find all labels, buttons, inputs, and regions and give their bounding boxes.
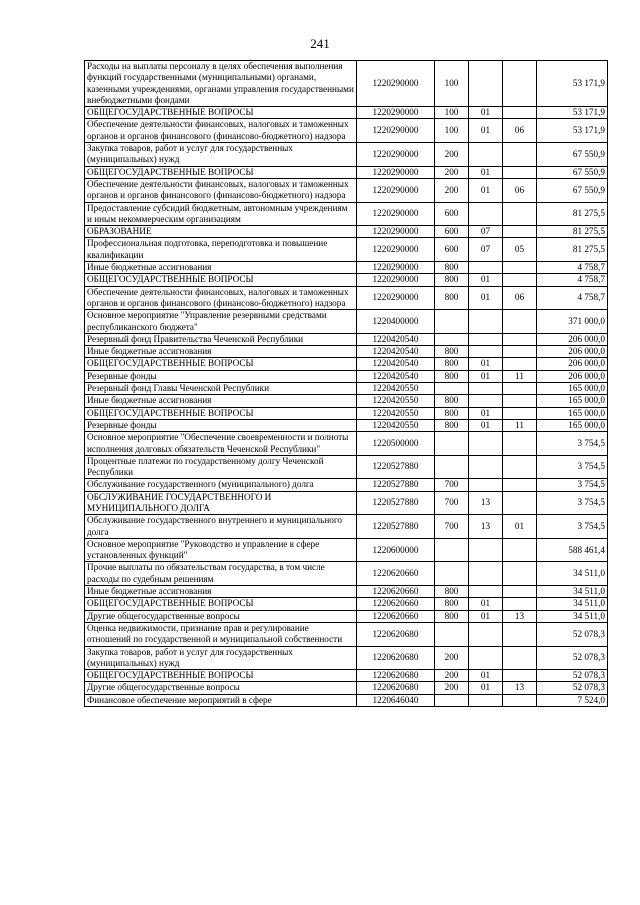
row-name-cell: Финансовое обеспечение мероприятий в сфере <box>85 694 357 706</box>
table-row <box>85 178 608 202</box>
section-cell <box>469 143 503 167</box>
section-cell: 01 <box>469 610 503 622</box>
table-row <box>85 333 608 345</box>
section-cell: 01 <box>469 598 503 610</box>
target-article-cell: 1220527880 <box>357 455 435 479</box>
section-cell: 01 <box>469 107 503 119</box>
target-article-cell: 1220420550 <box>357 383 435 395</box>
row-name-cell: Расходы на выплаты персоналу в целях обеспечения выполнения функций государственными (муниципальными) органами, казенными учреждениями, органами управления государственными внебюджетными фондами <box>85 61 357 107</box>
target-article-cell: 1220420540 <box>357 333 435 345</box>
subsection-cell <box>503 358 537 370</box>
table-row <box>85 479 608 491</box>
subsection-cell <box>503 491 537 515</box>
row-name-cell: Обеспечение деятельности финансовых, налоговых и таможенных органов и органов финансового (финансово-бюджетного) надзора <box>85 286 357 310</box>
amount-cell: 3 754,5 <box>537 432 608 456</box>
amount-cell: 206 000,0 <box>537 370 608 382</box>
subsection-cell <box>503 598 537 610</box>
expense-type-cell: 200 <box>435 178 469 202</box>
row-name-cell: ОБРАЗОВАНИЕ <box>85 226 357 238</box>
expense-type-cell: 700 <box>435 515 469 539</box>
target-article-cell: 1220500000 <box>357 432 435 456</box>
table-row <box>85 143 608 167</box>
target-article-cell: 1220290000 <box>357 202 435 226</box>
section-cell: 01 <box>469 274 503 286</box>
table-row <box>85 622 608 646</box>
expense-type-cell: 600 <box>435 238 469 262</box>
expense-type-cell: 200 <box>435 166 469 178</box>
amount-cell: 3 754,5 <box>537 455 608 479</box>
table-row <box>85 419 608 431</box>
row-name-cell: Иные бюджетные ассигнования <box>85 395 357 407</box>
row-name-cell: Иные бюджетные ассигнования <box>85 262 357 274</box>
subsection-cell <box>503 274 537 286</box>
section-cell: 01 <box>469 370 503 382</box>
amount-cell: 34 511,0 <box>537 586 608 598</box>
amount-cell: 81 275,5 <box>537 226 608 238</box>
expense-type-cell: 200 <box>435 143 469 167</box>
expense-type-cell <box>435 432 469 456</box>
expense-type-cell: 800 <box>435 262 469 274</box>
subsection-cell <box>503 586 537 598</box>
subsection-cell: 13 <box>503 610 537 622</box>
expense-type-cell <box>435 538 469 562</box>
amount-cell: 53 171,9 <box>537 119 608 143</box>
amount-cell: 206 000,0 <box>537 358 608 370</box>
expense-type-cell: 800 <box>435 407 469 419</box>
expense-type-cell <box>435 383 469 395</box>
subsection-cell <box>503 143 537 167</box>
expense-type-cell: 800 <box>435 610 469 622</box>
table-row <box>85 226 608 238</box>
expense-type-cell: 600 <box>435 202 469 226</box>
table-row <box>85 166 608 178</box>
table-row <box>85 538 608 562</box>
subsection-cell <box>503 407 537 419</box>
subsection-cell <box>503 346 537 358</box>
row-name-cell: ОБЩЕГОСУДАРСТВЕННЫЕ ВОПРОСЫ <box>85 107 357 119</box>
row-name-cell: Основное мероприятие "Обеспечение своевременности и полноты исполнения долговых обязательств Чеченской Республики" <box>85 432 357 456</box>
amount-cell: 81 275,5 <box>537 202 608 226</box>
target-article-cell: 1220290000 <box>357 166 435 178</box>
section-cell: 13 <box>469 515 503 539</box>
expense-type-cell: 700 <box>435 479 469 491</box>
table-row <box>85 407 608 419</box>
section-cell: 01 <box>469 670 503 682</box>
target-article-cell: 1220527880 <box>357 515 435 539</box>
row-name-cell: Обеспечение деятельности финансовых, налоговых и таможенных органов и органов финансового (финансово-бюджетного) надзора <box>85 178 357 202</box>
table-row <box>85 238 608 262</box>
table-row <box>85 274 608 286</box>
row-name-cell: ОБЩЕГОСУДАРСТВЕННЫЕ ВОПРОСЫ <box>85 166 357 178</box>
target-article-cell: 1220420540 <box>357 370 435 382</box>
section-cell: 07 <box>469 238 503 262</box>
expense-type-cell: 800 <box>435 419 469 431</box>
amount-cell: 52 078,3 <box>537 682 608 694</box>
row-name-cell: Другие общегосударственные вопросы <box>85 682 357 694</box>
subsection-cell <box>503 202 537 226</box>
row-name-cell: Обеспечение деятельности финансовых, налоговых и таможенных органов и органов финансового (финансово-бюджетного) надзора <box>85 119 357 143</box>
subsection-cell <box>503 455 537 479</box>
subsection-cell <box>503 61 537 107</box>
section-cell: 01 <box>469 358 503 370</box>
target-article-cell: 1220620660 <box>357 598 435 610</box>
target-article-cell: 1220620660 <box>357 610 435 622</box>
table-row <box>85 286 608 310</box>
amount-cell: 4 758,7 <box>537 286 608 310</box>
amount-cell: 67 550,9 <box>537 143 608 167</box>
table-row <box>85 383 608 395</box>
section-cell <box>469 562 503 586</box>
amount-cell: 3 754,5 <box>537 479 608 491</box>
table-row <box>85 455 608 479</box>
table-row <box>85 598 608 610</box>
section-cell: 13 <box>469 491 503 515</box>
amount-cell: 371 000,0 <box>537 310 608 334</box>
section-cell <box>469 622 503 646</box>
table-row <box>85 262 608 274</box>
subsection-cell <box>503 226 537 238</box>
expense-type-cell: 800 <box>435 346 469 358</box>
target-article-cell: 1220620680 <box>357 646 435 670</box>
table-row <box>85 395 608 407</box>
target-article-cell: 1220290000 <box>357 61 435 107</box>
expense-type-cell: 800 <box>435 598 469 610</box>
row-name-cell: Резервный фонд Правительства Чеченской Республики <box>85 333 357 345</box>
section-cell <box>469 479 503 491</box>
row-name-cell: Прочие выплаты по обязательствам государства, в том числе расходы по судебным решениям <box>85 562 357 586</box>
amount-cell: 588 461,4 <box>537 538 608 562</box>
row-name-cell: ОБСЛУЖИВАНИЕ ГОСУДАРСТВЕННОГО И МУНИЦИПАЛЬНОГО ДОЛГА <box>85 491 357 515</box>
section-cell <box>469 432 503 456</box>
section-cell: 01 <box>469 166 503 178</box>
amount-cell: 67 550,9 <box>537 178 608 202</box>
subsection-cell <box>503 670 537 682</box>
table-row <box>85 670 608 682</box>
table-row <box>85 694 608 706</box>
page-number: 241 <box>310 36 330 51</box>
table-row <box>85 370 608 382</box>
amount-cell: 53 171,9 <box>537 107 608 119</box>
target-article-cell: 1220620660 <box>357 586 435 598</box>
row-name-cell: Оценка недвижимости, признание прав и регулирование отношений по государственной и муниципальной собственности <box>85 622 357 646</box>
amount-cell: 52 078,3 <box>537 670 608 682</box>
row-name-cell: Основное мероприятие "Руководство и управление в сфере установленных функций" <box>85 538 357 562</box>
section-cell <box>469 538 503 562</box>
target-article-cell: 1220290000 <box>357 143 435 167</box>
section-cell <box>469 202 503 226</box>
row-name-cell: ОБЩЕГОСУДАРСТВЕННЫЕ ВОПРОСЫ <box>85 358 357 370</box>
row-name-cell: Резервный фонд Главы Чеченской Республики <box>85 383 357 395</box>
amount-cell: 165 000,0 <box>537 395 608 407</box>
table-row <box>85 61 608 107</box>
amount-cell: 4 758,7 <box>537 274 608 286</box>
expense-type-cell: 700 <box>435 491 469 515</box>
table-row <box>85 682 608 694</box>
expense-type-cell: 200 <box>435 682 469 694</box>
expense-type-cell: 800 <box>435 274 469 286</box>
expense-type-cell <box>435 562 469 586</box>
section-cell <box>469 346 503 358</box>
amount-cell: 3 754,5 <box>537 491 608 515</box>
expense-type-cell: 800 <box>435 286 469 310</box>
row-name-cell: ОБЩЕГОСУДАРСТВЕННЫЕ ВОПРОСЫ <box>85 598 357 610</box>
section-cell <box>469 646 503 670</box>
section-cell: 01 <box>469 419 503 431</box>
target-article-cell: 1220290000 <box>357 274 435 286</box>
row-name-cell: Основное мероприятие "Управление резервными средствами республиканского бюджета" <box>85 310 357 334</box>
row-name-cell: Предоставление субсидий бюджетным, автономным учреждениям и иным некоммерческим организациям <box>85 202 357 226</box>
subsection-cell: 13 <box>503 682 537 694</box>
target-article-cell: 1220600000 <box>357 538 435 562</box>
section-cell <box>469 586 503 598</box>
subsection-cell: 11 <box>503 370 537 382</box>
amount-cell: 7 524,0 <box>537 694 608 706</box>
subsection-cell <box>503 166 537 178</box>
table-row <box>85 202 608 226</box>
amount-cell: 81 275,5 <box>537 238 608 262</box>
expense-type-cell <box>435 333 469 345</box>
expense-type-cell <box>435 310 469 334</box>
table-row <box>85 107 608 119</box>
target-article-cell: 1220290000 <box>357 107 435 119</box>
section-cell <box>469 61 503 107</box>
budget-table <box>84 60 608 707</box>
table-row <box>85 586 608 598</box>
target-article-cell: 1220290000 <box>357 178 435 202</box>
amount-cell: 4 758,7 <box>537 262 608 274</box>
subsection-cell <box>503 622 537 646</box>
subsection-cell <box>503 538 537 562</box>
target-article-cell: 1220420540 <box>357 358 435 370</box>
expense-type-cell <box>435 694 469 706</box>
expense-type-cell: 800 <box>435 395 469 407</box>
section-cell <box>469 333 503 345</box>
target-article-cell: 1220527880 <box>357 491 435 515</box>
section-cell: 07 <box>469 226 503 238</box>
table-row <box>85 562 608 586</box>
table-row <box>85 491 608 515</box>
target-article-cell: 1220290000 <box>357 238 435 262</box>
target-article-cell: 1220420540 <box>357 346 435 358</box>
subsection-cell <box>503 562 537 586</box>
subsection-cell: 06 <box>503 178 537 202</box>
subsection-cell <box>503 262 537 274</box>
table-row <box>85 515 608 539</box>
amount-cell: 52 078,3 <box>537 646 608 670</box>
target-article-cell: 1220420550 <box>357 407 435 419</box>
section-cell <box>469 310 503 334</box>
amount-cell: 67 550,9 <box>537 166 608 178</box>
table-row <box>85 646 608 670</box>
subsection-cell <box>503 479 537 491</box>
section-cell <box>469 694 503 706</box>
expense-type-cell: 600 <box>435 226 469 238</box>
section-cell: 01 <box>469 286 503 310</box>
expense-type-cell: 800 <box>435 586 469 598</box>
amount-cell: 165 000,0 <box>537 407 608 419</box>
amount-cell: 165 000,0 <box>537 419 608 431</box>
table-row <box>85 358 608 370</box>
row-name-cell: Резервные фонды <box>85 419 357 431</box>
row-name-cell: Другие общегосударственные вопросы <box>85 610 357 622</box>
section-cell <box>469 455 503 479</box>
row-name-cell: Профессиональная подготовка, переподготовка и повышение квалификации <box>85 238 357 262</box>
section-cell: 01 <box>469 178 503 202</box>
amount-cell: 53 171,9 <box>537 61 608 107</box>
row-name-cell: Обслуживание государственного (муниципального) долга <box>85 479 357 491</box>
row-name-cell: Иные бюджетные ассигнования <box>85 346 357 358</box>
amount-cell: 206 000,0 <box>537 333 608 345</box>
table-row <box>85 610 608 622</box>
subsection-cell: 05 <box>503 238 537 262</box>
subsection-cell <box>503 432 537 456</box>
subsection-cell: 06 <box>503 119 537 143</box>
table-row <box>85 432 608 456</box>
target-article-cell: 1220620680 <box>357 670 435 682</box>
subsection-cell <box>503 333 537 345</box>
expense-type-cell <box>435 455 469 479</box>
section-cell <box>469 262 503 274</box>
target-article-cell: 1220620660 <box>357 562 435 586</box>
target-article-cell: 1220400000 <box>357 310 435 334</box>
target-article-cell: 1220420550 <box>357 395 435 407</box>
subsection-cell <box>503 107 537 119</box>
subsection-cell <box>503 646 537 670</box>
row-name-cell: ОБЩЕГОСУДАРСТВЕННЫЕ ВОПРОСЫ <box>85 670 357 682</box>
target-article-cell: 1220646040 <box>357 694 435 706</box>
subsection-cell: 01 <box>503 515 537 539</box>
subsection-cell <box>503 694 537 706</box>
amount-cell: 165 000,0 <box>537 383 608 395</box>
section-cell: 01 <box>469 682 503 694</box>
subsection-cell: 06 <box>503 286 537 310</box>
amount-cell: 34 511,0 <box>537 610 608 622</box>
expense-type-cell: 100 <box>435 107 469 119</box>
amount-cell: 3 754,5 <box>537 515 608 539</box>
amount-cell: 34 511,0 <box>537 598 608 610</box>
target-article-cell: 1220290000 <box>357 286 435 310</box>
row-name-cell: Процентные платежи по государственному долгу Чеченской Республики <box>85 455 357 479</box>
section-cell <box>469 383 503 395</box>
table-row <box>85 346 608 358</box>
row-name-cell: Иные бюджетные ассигнования <box>85 586 357 598</box>
row-name-cell: ОБЩЕГОСУДАРСТВЕННЫЕ ВОПРОСЫ <box>85 274 357 286</box>
table-row <box>85 310 608 334</box>
target-article-cell: 1220290000 <box>357 119 435 143</box>
table-row <box>85 119 608 143</box>
expense-type-cell: 800 <box>435 358 469 370</box>
expense-type-cell: 200 <box>435 670 469 682</box>
section-cell: 01 <box>469 407 503 419</box>
expense-type-cell: 200 <box>435 646 469 670</box>
target-article-cell: 1220620680 <box>357 622 435 646</box>
row-name-cell: Обслуживание государственного внутреннего и муниципального долга <box>85 515 357 539</box>
subsection-cell <box>503 395 537 407</box>
expense-type-cell: 100 <box>435 61 469 107</box>
subsection-cell: 11 <box>503 419 537 431</box>
amount-cell: 52 078,3 <box>537 622 608 646</box>
section-cell <box>469 395 503 407</box>
subsection-cell <box>503 383 537 395</box>
section-cell: 01 <box>469 119 503 143</box>
target-article-cell: 1220620680 <box>357 682 435 694</box>
amount-cell: 34 511,0 <box>537 562 608 586</box>
row-name-cell: Закупка товаров, работ и услуг для государственных (муниципальных) нужд <box>85 143 357 167</box>
row-name-cell: Резервные фонды <box>85 370 357 382</box>
expense-type-cell: 800 <box>435 370 469 382</box>
subsection-cell <box>503 310 537 334</box>
expense-type-cell: 100 <box>435 119 469 143</box>
target-article-cell: 1220290000 <box>357 262 435 274</box>
budget-table-body <box>85 61 608 707</box>
target-article-cell: 1220420550 <box>357 419 435 431</box>
expense-type-cell <box>435 622 469 646</box>
target-article-cell: 1220527880 <box>357 479 435 491</box>
row-name-cell: ОБЩЕГОСУДАРСТВЕННЫЕ ВОПРОСЫ <box>85 407 357 419</box>
amount-cell: 206 000,0 <box>537 346 608 358</box>
row-name-cell: Закупка товаров, работ и услуг для государственных (муниципальных) нужд <box>85 646 357 670</box>
target-article-cell: 1220290000 <box>357 226 435 238</box>
